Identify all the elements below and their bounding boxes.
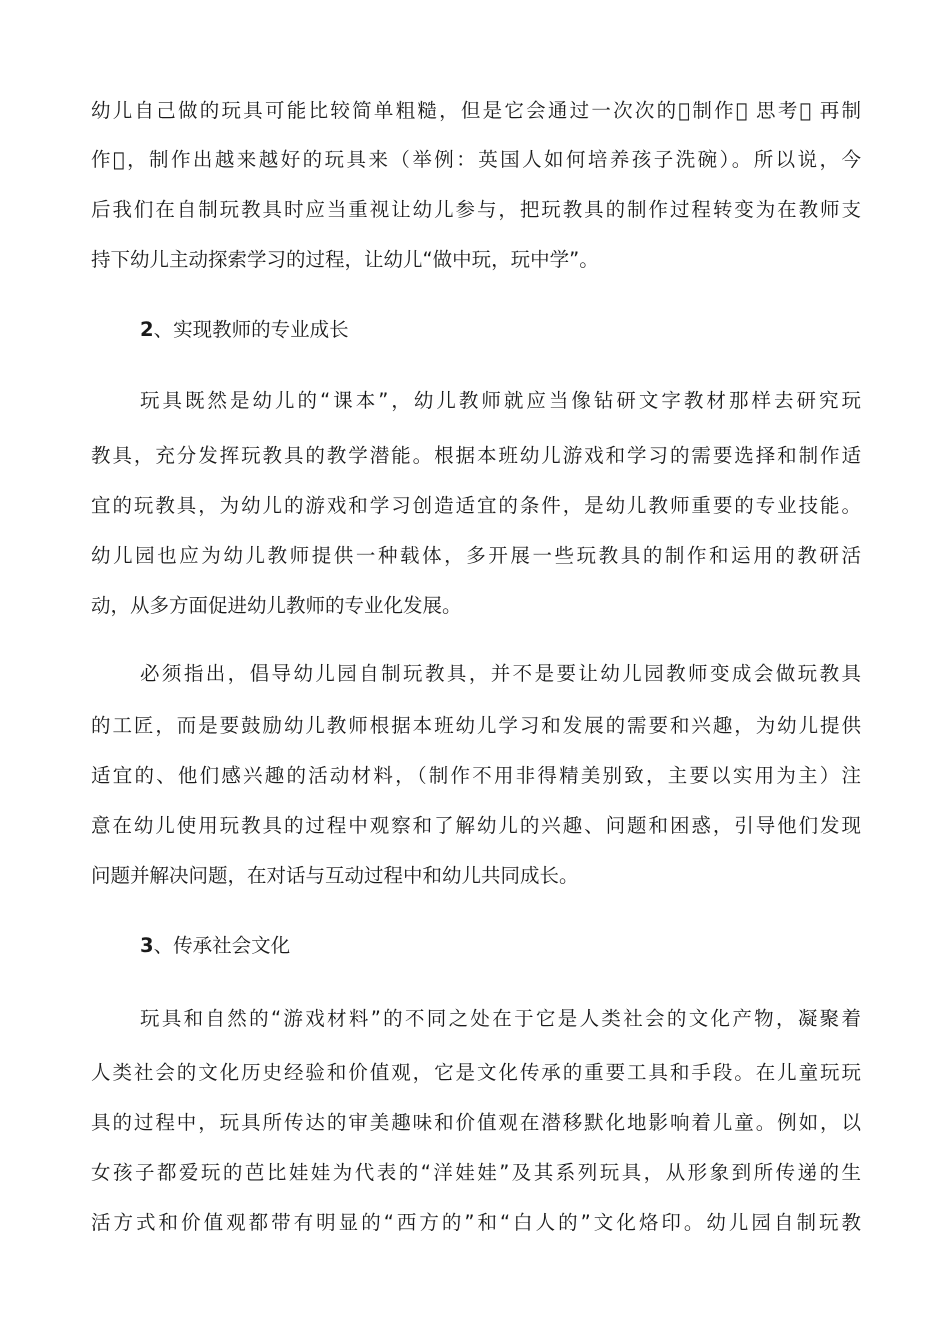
paragraph-line: 女孩子都爱玩的芭比娃娃为代表的“洋娃娃”及其系列玩具，从形象到所传递的生	[91, 1161, 861, 1184]
paragraph-line: 活方式和价值观都带有明显的“西方的”和“白人的”文化烙印。幼儿园自制玩教	[91, 1211, 861, 1234]
section-heading	[140, 932, 290, 960]
paragraph-line: 幼儿自己做的玩具可能比较简单粗糙，但是它会通过一次次的 制作  思考  再制	[91, 99, 861, 122]
paragraph-line: 后我们在自制玩教具时应当重视让幼儿参与，把玩教具的制作过程转变为在教师支	[91, 198, 861, 221]
paragraph-line: 动，从多方面促进幼儿教师的专业化发展。	[91, 594, 462, 617]
paragraph-line: 具的过程中，玩具所传达的审美趣味和价值观在潜移默化地影响着儿童。例如，以	[91, 1111, 861, 1134]
section-heading	[140, 316, 349, 344]
paragraph-line: 教具，充分发挥玩教具的教学潜能。根据本班幼儿游戏和学习的需要选择和制作适	[91, 444, 861, 467]
paragraph-line: 玩具和自然的“游戏材料”的不同之处在于它是人类社会的文化产物，凝聚着	[140, 1007, 861, 1030]
section-title: 、传承社会文化	[153, 934, 291, 957]
paragraph-line: 持下幼儿主动探索学习的过程，让幼儿“做中玩，玩中学”。	[91, 248, 599, 271]
paragraph-line: 宜的玩教具，为幼儿的游戏和学习创造适宜的条件，是幼儿教师重要的专业技能。	[91, 494, 861, 517]
paragraph-line: 必须指出，倡导幼儿园自制玩教具，并不是要让幼儿园教师变成会做玩教具	[140, 662, 861, 685]
paragraph-line: 幼儿园也应为幼儿教师提供一种载体，多开展一些玩教具的制作和运用的教研活	[91, 544, 861, 567]
paragraph-line: 问题并解决问题，在对话与互动过程中和幼儿共同成长。	[91, 864, 579, 887]
paragraph-line: 的工匠，而是要鼓励幼儿教师根据本班幼儿学习和发展的需要和兴趣，为幼儿提供	[91, 714, 861, 737]
paragraph-line: 作 ，制作出越来越好的玩具来（举例：英国人如何培养孩子洗碗）。所以说，今	[91, 148, 861, 171]
section-number: 2	[140, 318, 154, 341]
paragraph-line: 意在幼儿使用玩教具的过程中观察和了解幼儿的兴趣、问题和困惑，引导他们发现	[91, 814, 861, 837]
section-number: 3	[140, 934, 154, 957]
paragraph-line: 玩具既然是幼儿的“课本”，幼儿教师就应当像钻研文字教材那样去研究玩	[140, 389, 861, 412]
paragraph-line: 适宜的、他们感兴趣的活动材料，（制作不用非得精美别致，主要以实用为主）注	[91, 764, 861, 787]
section-title: 、实现教师的专业成长	[153, 318, 349, 341]
paragraph-line: 人类社会的文化历史经验和价值观，它是文化传承的重要工具和手段。在儿童玩玩	[91, 1061, 861, 1084]
